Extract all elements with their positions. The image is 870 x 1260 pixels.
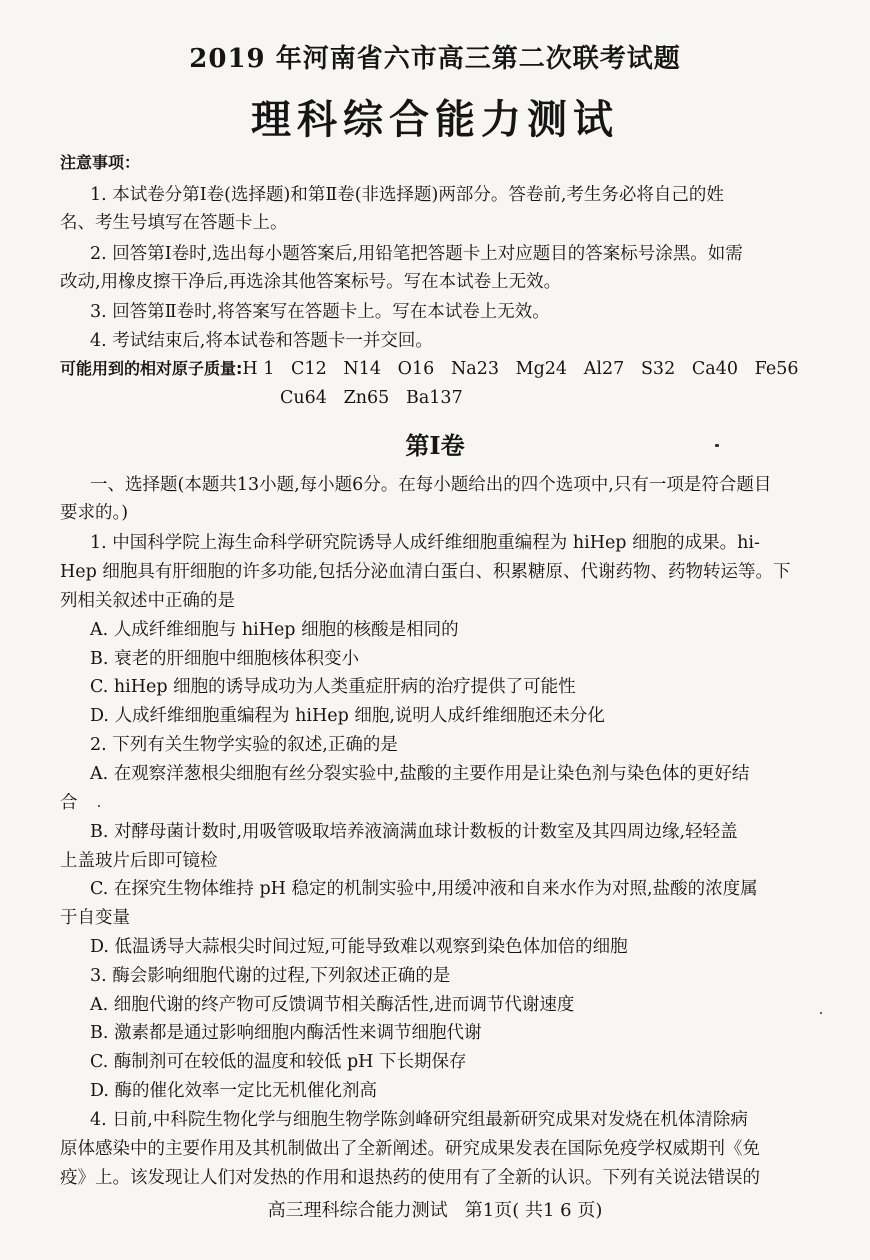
notice-line: 改动,用橡皮擦干净后,再选涂其他答案标号。写在本试卷上无效。 (60, 272, 562, 292)
question-line: Hep 细胞具有肝细胞的许多功能,包括分泌血清白蛋白、积累糖原、代谢药物、药物转运等。下 (60, 562, 791, 582)
option-line: 合 (60, 793, 78, 813)
scan-speck (98, 805, 100, 807)
question-line: 原体感染中的主要作用及其机制做出了全新阐述。研究成果发表在国际免疫学权威期刊《免 (60, 1139, 760, 1159)
option-line: D. 酶的催化效率一定比无机催化剂高 (90, 1081, 378, 1101)
question-line: 1. 中国科学院上海生命科学研究院诱导人成纤维细胞重编程为 hiHep 细胞的成果。hi- (90, 533, 760, 553)
question-line: 3. 酶会影响细胞代谢的过程,下列叙述正确的是 (90, 966, 451, 986)
notice-line: 2. 回答第Ⅰ卷时,选出每小题答案后,用铅笔把答题卡上对应题目的答案标号涂黑。如需 (90, 244, 743, 264)
exam-title: 2019 年河南省六市高三第二次联考试题 (189, 44, 681, 74)
subject-title: 理科综合能力测试 (251, 96, 619, 143)
question-line: 4. 日前,中科院生物化学与细胞生物学陈剑峰研究组最新研究成果对发烧在机体清除病 (90, 1110, 748, 1130)
question-line: 一、选择题(本题共13小题,每小题6分。在每小题给出的四个选项中,只有一项是符合题目 (90, 475, 772, 495)
option-line: A. 在观察洋葱根尖细胞有丝分裂实验中,盐酸的主要作用是让染色剂与染色体的更好结 (90, 764, 750, 784)
notice-line: 3. 回答第Ⅱ卷时,将答案写在答题卡上。写在本试卷上无效。 (90, 302, 550, 322)
option-line: 于自变量 (60, 908, 130, 928)
question-line: 列相关叙述中正确的是 (60, 591, 235, 611)
atomic-mass-label: 可能用到的相对原子质量: (60, 359, 243, 378)
scan-speck (715, 444, 719, 447)
notice-line: 4. 考试结束后,将本试卷和答题卡一并交回。 (90, 331, 433, 351)
option-line: C. 酶制剂可在较低的温度和较低 pH 下长期保存 (90, 1052, 467, 1072)
option-line: C. hiHep 细胞的诱导成功为人类重症肝病的治疗提供了可能性 (90, 677, 576, 697)
notice-line: 1. 本试卷分第Ⅰ卷(选择题)和第Ⅱ卷(非选择题)两部分。答卷前,考生务必将自己的姓 (90, 185, 724, 205)
option-line: D. 低温诱导大蒜根尖时间过短,可能导致难以观察到染色体加倍的细胞 (90, 937, 628, 957)
option-line: B. 衰老的肝细胞中细胞核体积变小 (90, 649, 359, 669)
option-line: B. 对酵母菌计数时,用吸管吸取培养液滴满血球计数板的计数室及其四周边缘,轻轻盖 (90, 822, 738, 842)
section-title: 第Ⅰ卷 (405, 431, 465, 460)
page-footer: 高三理科综合能力测试 第1页( 共1 6 页) (267, 1200, 603, 1221)
option-line: B. 激素都是通过影响细胞内酶活性来调节细胞代谢 (90, 1023, 482, 1043)
option-line: A. 人成纤维细胞与 hiHep 细胞的核酸是相同的 (90, 620, 459, 640)
question-line: 要求的。) (60, 503, 129, 523)
question-line: 疫》上。该发现让人们对发热的作用和退热药的使用有了全新的认识。下列有关说法错误的 (60, 1168, 760, 1188)
atomic-mass-line (60, 358, 832, 380)
notice-line: 名、考生号填写在答题卡上。 (60, 213, 288, 233)
option-line: A. 细胞代谢的终产物可反馈调节相关酶活性,进而调节代谢速度 (90, 995, 575, 1015)
option-line: 上盖玻片后即可镜检 (60, 851, 218, 871)
atomic-mass-values-2: Cu64 Zn65 Ba137 (280, 388, 463, 408)
option-line: D. 人成纤维细胞重编程为 hiHep 细胞,说明人成纤维细胞还未分化 (90, 706, 605, 726)
notice-heading: 注意事项： (60, 153, 141, 172)
scan-speck (820, 1012, 822, 1014)
atomic-mass-values: H 1 C12 N14 O16 Na23 Mg24 Al27 S32 Ca40 Fe56 (242, 359, 799, 379)
question-line: 2. 下列有关生物学实验的叙述,正确的是 (90, 735, 398, 755)
option-line: C. 在探究生物体维持 pH 稳定的机制实验中,用缓冲液和自来水作为对照,盐酸的浓度属 (90, 879, 758, 899)
